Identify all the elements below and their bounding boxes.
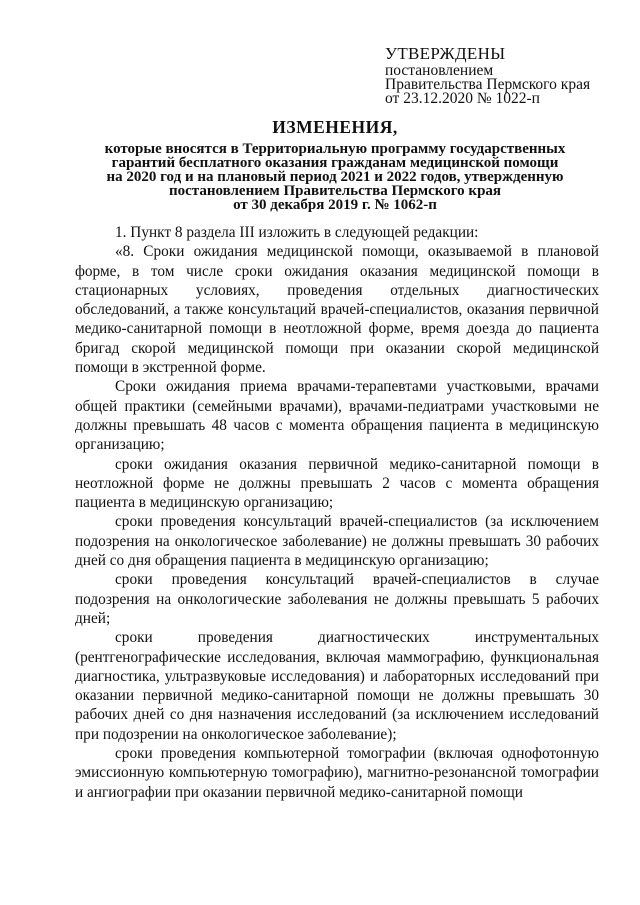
heading-line-5: от 30 декабря 2019 г. № 1062-п <box>233 197 437 213</box>
paragraph-specialist-consult: сроки проведения консультаций врачей-специалистов (за исключением подозрения на онкологическое заболевание) не должны превышать 30 рабочих дней со дня обращения пациента в медицинскую организацию; <box>75 513 599 570</box>
paragraph-oncology-consult: сроки проведения консультаций врачей-специалистов в случае подозрения на онкологические заболевания не должны превышать 5 рабочих дней; <box>75 571 599 627</box>
document-body <box>75 223 599 802</box>
document-heading <box>70 116 600 212</box>
approval-line-2: Правительства Пермского края <box>385 76 591 93</box>
approval-title: УТВЕРЖДЕНЫ <box>385 44 506 63</box>
heading-line-4: постановлением Правительства Пермского края <box>168 183 502 199</box>
paragraph-therapist-wait: Сроки ожидания приема врачами-терапевтами участковыми, врачами общей практики (семейными врачами), врачами-педиатрами участковыми не должны превышать 48 часов с момента обращения пациента в медицинскую организацию; <box>75 378 599 454</box>
paragraph-item-1: 1. Пункт 8 раздела III изложить в следующей редакции: <box>115 224 479 241</box>
paragraph-diagnostics: сроки проведения диагностических инструментальных (рентгенографические исследования, включая маммографию, функциональная диагностика, ультразвуковые исследования) и лабораторных исследований при оказании первичной медико-санитарной помощи не должны превышать 30 рабочих дней со дня назначения исследований (за исключением исследований при подозрении на онкологическое заболевание); <box>75 629 599 743</box>
heading-title: ИЗМЕНЕНИЯ, <box>272 117 398 137</box>
paragraph-urgent-care-wait: сроки ожидания оказания первичной медико-санитарной помощи в неотложной форме не должны превышать 2 часов с момента обращения пациента в медицинскую организацию; <box>75 455 599 512</box>
approval-line-1: постановлением <box>385 62 494 79</box>
heading-subtitle <box>70 142 600 212</box>
heading-line-3: на 2020 год и на плановый период 2021 и 2022 годов, утвержденную <box>106 169 564 185</box>
paragraph-tomography: сроки проведения компьютерной томографии (включая однофотонную эмиссионную компьютерную томографию), магнитно-резонансной томографии и ангиографии при оказании первичной медико-санитарной помощи <box>75 745 599 801</box>
approval-line-3: от 23.12.2020 № 1022-п <box>385 90 540 107</box>
paragraph-point-8: «8. Сроки ожидания медицинской помощи, оказываемой в плановой форме, в том числе сроки ожидания оказания медицинской помощи в стационарных условиях, проведения отдельных диагностических обследований, а также консультаций врачей-специалистов, оказания первичной медико-санитарной помощи в неотложной форме, время доезда до пациента бригад скорой медицинской помощи при оказании скорой медицинской помощи в экстренной форме. <box>75 243 599 377</box>
heading-line-2: гарантий бесплатного оказания гражданам медицинской помощи <box>111 155 559 171</box>
approval-stamp <box>385 44 625 106</box>
heading-line-1: которые вносятся в Территориальную программу государственных <box>104 141 566 157</box>
